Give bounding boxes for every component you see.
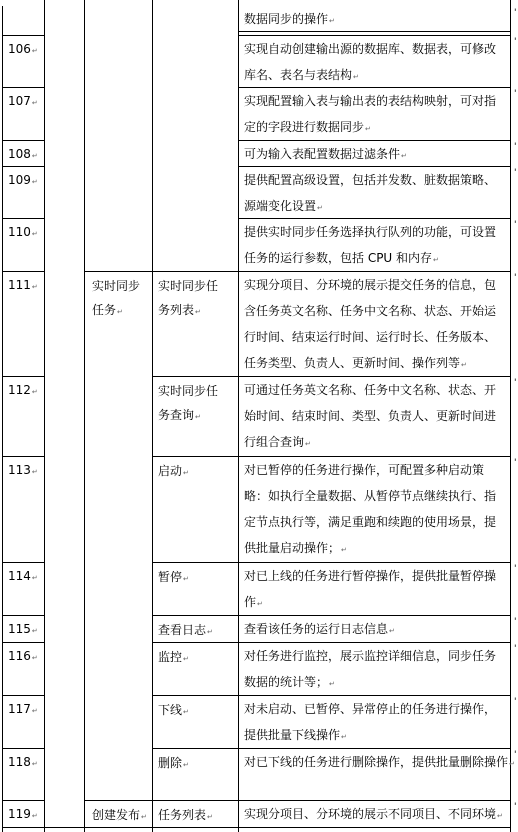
paragraph-mark: ↵ bbox=[329, 680, 335, 688]
row-number: 108↵ bbox=[8, 147, 38, 161]
description-line: 供批量启动操作；↵ bbox=[244, 541, 347, 555]
description-line: 对已下线的任务进行删除操作，提供批量删除操作↵ bbox=[244, 755, 515, 769]
description-line: 任务的运行参数，包括 CPU 和内存↵ bbox=[244, 251, 439, 265]
paragraph-mark: ↵ bbox=[117, 308, 123, 316]
function-label: 实时同步任 bbox=[158, 384, 219, 398]
row-border bbox=[2, 695, 45, 696]
row-number: 106↵ bbox=[8, 42, 38, 56]
paragraph-mark: ↵ bbox=[31, 47, 38, 55]
function-label: 务列表↵ bbox=[158, 303, 201, 317]
paragraph-mark: ↵ bbox=[341, 733, 347, 741]
cell-end-mark: ' bbox=[514, 8, 517, 18]
description-line: 始时间、结束时间、类型、负责人、更新时间进 bbox=[244, 409, 497, 423]
description-line: 查看该任务的运行日志信息↵ bbox=[244, 622, 395, 636]
cell-end-mark: ' bbox=[514, 89, 517, 99]
description-line: 提供实时同步任务选择执行队列的功能，可设置 bbox=[244, 225, 497, 239]
description-line: 任务类型、负责人、更新时间、操作列等↵ bbox=[244, 356, 467, 370]
row-number: 117↵ bbox=[8, 702, 38, 716]
description-line: 数据的统计等；↵ bbox=[244, 675, 335, 689]
paragraph-mark: ↵ bbox=[31, 654, 38, 662]
paragraph-mark: ↵ bbox=[183, 655, 189, 663]
row-border bbox=[152, 695, 239, 696]
row-number: 111↵ bbox=[8, 278, 38, 292]
submodule-label: 实时同步 bbox=[92, 279, 141, 293]
description-line: 库名、表名与表结构↵ bbox=[244, 68, 359, 82]
paragraph-mark: ↵ bbox=[317, 204, 323, 212]
row-border bbox=[2, 166, 45, 167]
cell-end-mark: ' bbox=[514, 564, 517, 574]
paragraph-mark: ↵ bbox=[31, 230, 38, 238]
paragraph-mark: ↵ bbox=[183, 708, 189, 716]
column-border bbox=[238, 0, 239, 832]
column-border bbox=[510, 0, 511, 832]
row-border bbox=[2, 748, 45, 749]
paragraph-mark: ↵ bbox=[31, 468, 38, 476]
row-number: 110↵ bbox=[8, 225, 38, 239]
row-border bbox=[238, 800, 511, 801]
cell-end-mark: ' bbox=[514, 458, 517, 468]
cell-end-mark: ' bbox=[514, 644, 517, 654]
row-border bbox=[238, 615, 511, 616]
row-border bbox=[2, 218, 45, 219]
paragraph-mark: ↵ bbox=[183, 575, 189, 583]
paragraph-mark: ↵ bbox=[31, 812, 38, 820]
paragraph-mark: ↵ bbox=[31, 283, 38, 291]
submodule-label: 任务↵ bbox=[92, 303, 123, 317]
row-border bbox=[84, 800, 153, 801]
function-label: 务查询↵ bbox=[158, 408, 201, 422]
description-line: 略：如执行全量数据、从暂停节点继续执行、指 bbox=[244, 489, 497, 503]
description-line: 实现分项目、分环境的展示不同项目、不同环境↵ bbox=[244, 807, 503, 821]
paragraph-mark: ↵ bbox=[509, 760, 515, 768]
paragraph-mark: ↵ bbox=[195, 413, 201, 421]
row-border bbox=[2, 800, 45, 801]
cell-end-mark: ' bbox=[514, 617, 517, 627]
description-line: 行组合查询↵ bbox=[244, 435, 311, 449]
paragraph-mark: ↵ bbox=[207, 628, 213, 636]
description-line: 数据同步的操作↵ bbox=[244, 12, 335, 26]
cell-end-mark: ' bbox=[514, 697, 517, 707]
row-border bbox=[238, 35, 511, 36]
description-line: 可通过任务英文名称、任务中文名称、状态、开 bbox=[244, 383, 497, 397]
column-border bbox=[152, 0, 153, 832]
description-line: 定的字段进行数据同步↵ bbox=[244, 120, 371, 134]
paragraph-mark: ↵ bbox=[31, 99, 38, 107]
description-line: 提供批量下线操作↵ bbox=[244, 728, 347, 742]
cell-end-mark: ' bbox=[514, 273, 517, 283]
cell-end-mark: ' bbox=[514, 220, 517, 230]
row-border bbox=[2, 140, 45, 141]
row-border bbox=[2, 35, 45, 36]
description-line: 对已上线的任务进行暂停操作，提供批量暂停操 bbox=[244, 569, 497, 583]
row-number: 115↵ bbox=[8, 622, 38, 636]
function-label: 任务列表↵ bbox=[158, 808, 213, 822]
column-border bbox=[44, 0, 45, 832]
paragraph-mark: ↵ bbox=[141, 813, 147, 821]
paragraph-mark: ↵ bbox=[389, 627, 395, 635]
description-line: 源端变化设置↵ bbox=[244, 199, 323, 213]
column-border bbox=[84, 0, 85, 832]
row-number: 119↵ bbox=[8, 807, 38, 821]
cell-end-mark: ' bbox=[514, 802, 517, 812]
row-number: 107↵ bbox=[8, 94, 38, 108]
cell-end-mark: ' bbox=[514, 378, 517, 388]
row-border bbox=[152, 748, 239, 749]
paragraph-mark: ↵ bbox=[31, 760, 38, 768]
paragraph-mark: ↵ bbox=[207, 813, 213, 821]
description-line: 对任务进行监控，展示监控详细信息，同步任务 bbox=[244, 649, 497, 663]
paragraph-mark: ↵ bbox=[31, 388, 38, 396]
paragraph-mark: ↵ bbox=[305, 440, 311, 448]
description-line: 提供配置高级设置，包括并发数、脏数据策略、 bbox=[244, 173, 497, 187]
paragraph-mark: ↵ bbox=[31, 574, 38, 582]
row-number: 114↵ bbox=[8, 569, 38, 583]
row-number: 112↵ bbox=[8, 383, 38, 397]
paragraph-mark: ↵ bbox=[497, 812, 503, 820]
description-line: 对未启动、已暂停、异常停止的任务进行操作， bbox=[244, 702, 497, 716]
row-number: 116↵ bbox=[8, 649, 38, 663]
row-border bbox=[2, 376, 45, 377]
cell-end-mark: ' bbox=[514, 142, 517, 152]
paragraph-mark: ↵ bbox=[183, 761, 189, 769]
paragraph-mark: ↵ bbox=[31, 627, 38, 635]
row-border bbox=[2, 456, 45, 457]
paragraph-mark: ↵ bbox=[401, 152, 407, 160]
paragraph-mark: ↵ bbox=[31, 152, 38, 160]
paragraph-mark: ↵ bbox=[433, 256, 439, 264]
description-line: 实现配置输入表与输出表的表结构映射，可对指 bbox=[244, 94, 497, 108]
row-border bbox=[2, 271, 45, 272]
paragraph-mark: ↵ bbox=[341, 546, 347, 554]
description-line: 定节点执行等，满足重跑和续跑的使用场景，提 bbox=[244, 515, 497, 529]
function-label: 暂停↵ bbox=[158, 570, 189, 584]
paragraph-mark: ↵ bbox=[461, 361, 467, 369]
row-border bbox=[2, 87, 45, 88]
paragraph-mark: ↵ bbox=[257, 600, 263, 608]
paragraph-mark: ↵ bbox=[31, 178, 38, 186]
row-border bbox=[152, 562, 239, 563]
row-number: 109↵ bbox=[8, 173, 38, 187]
column-border bbox=[2, 6, 3, 832]
description-line: 实现自动创建输出源的数据库、数据表，可修改 bbox=[244, 42, 497, 56]
row-border bbox=[2, 642, 45, 643]
description-line: 实现分项目、分环境的展示提交任务的信息，包 bbox=[244, 278, 497, 292]
row-border bbox=[84, 271, 153, 272]
function-label: 监控↵ bbox=[158, 650, 189, 664]
description-line: 行时间、结束运行时间、运行时长、任务版本、 bbox=[244, 330, 497, 344]
row-border bbox=[238, 562, 511, 563]
paragraph-mark: ↵ bbox=[195, 308, 201, 316]
paragraph-mark: ↵ bbox=[365, 125, 371, 133]
description-line: 对已暂停的任务进行操作，可配置多种启动策 bbox=[244, 463, 485, 477]
row-border bbox=[152, 456, 239, 457]
row-border bbox=[152, 271, 239, 272]
row-border bbox=[152, 376, 239, 377]
function-label: 启动↵ bbox=[158, 464, 189, 478]
paragraph-mark: ↵ bbox=[353, 73, 359, 81]
function-label: 查看日志↵ bbox=[158, 623, 213, 637]
submodule-label: 创建发布↵ bbox=[92, 808, 147, 822]
cell-end-mark: ' bbox=[514, 168, 517, 178]
row-border bbox=[2, 615, 45, 616]
description-line: 可为输入表配置数据过滤条件↵ bbox=[244, 147, 407, 161]
function-label: 下线↵ bbox=[158, 703, 189, 717]
row-border bbox=[152, 800, 239, 801]
row-border bbox=[152, 615, 239, 616]
row-border bbox=[238, 456, 511, 457]
paragraph-mark: ↵ bbox=[31, 707, 38, 715]
row-border bbox=[2, 562, 45, 563]
row-number: 118↵ bbox=[8, 755, 38, 769]
paragraph-mark: ↵ bbox=[329, 17, 335, 25]
description-line: 含任务英文名称、任务中文名称、状态、开始运 bbox=[244, 304, 497, 318]
description-line: 作↵ bbox=[244, 595, 263, 609]
function-label: 实时同步任 bbox=[158, 279, 219, 293]
function-label: 删除↵ bbox=[158, 756, 189, 770]
cell-end-mark: ' bbox=[514, 37, 517, 47]
paragraph-mark: ↵ bbox=[183, 469, 189, 477]
cell-end-mark: ' bbox=[514, 750, 517, 760]
row-number: 113↵ bbox=[8, 463, 38, 477]
